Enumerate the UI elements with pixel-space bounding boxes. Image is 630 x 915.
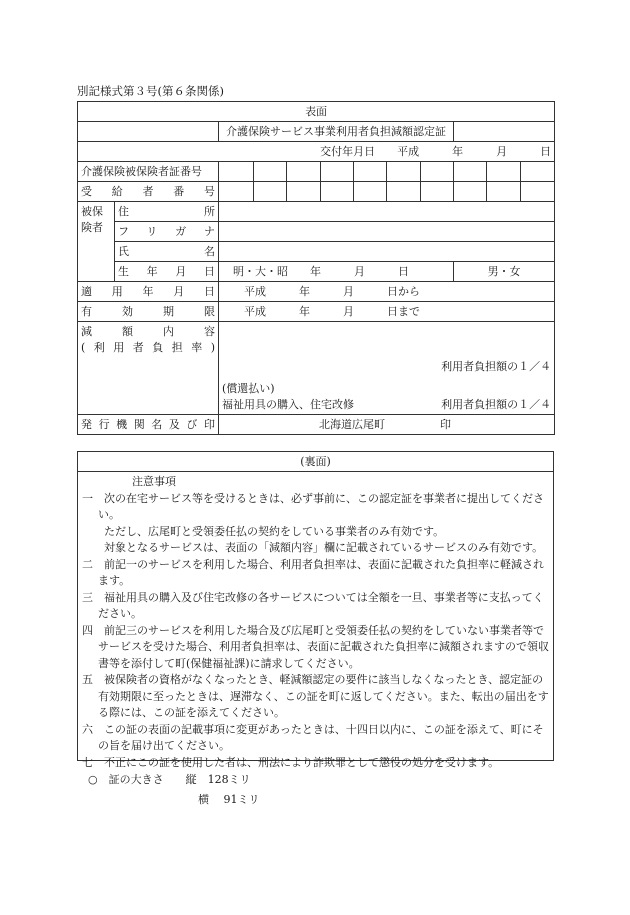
- width-value: 91ミリ: [223, 793, 260, 806]
- birthdate-eras: 明・大・昭: [233, 265, 288, 278]
- note-item: [82, 672, 549, 722]
- front-side-label: 表面: [78, 102, 555, 122]
- note-number: 三: [82, 590, 93, 604]
- reduction-rate-2: 利用者負担額の１／４: [441, 398, 552, 411]
- valid-era: 平成: [244, 305, 266, 318]
- apply-era: 平成: [244, 285, 266, 298]
- birth-year: 年: [310, 265, 321, 278]
- notes-body: [78, 472, 553, 773]
- birth-day: 日: [398, 265, 409, 278]
- apply-month: 月: [343, 285, 354, 298]
- note-item: [82, 557, 549, 590]
- note-number: 四: [82, 623, 93, 637]
- apply-day: 日から: [387, 285, 420, 298]
- apply-date-label: 適用年月日: [78, 282, 219, 302]
- birthdate-label: 生年月日: [115, 262, 219, 282]
- valid-until-label: 有効期限: [78, 302, 219, 322]
- digit-box: [521, 162, 555, 182]
- digit-box: [454, 182, 487, 202]
- note-text: 次の在宅サービス等を受けるときは、必ず事前に、この認定証を事業者に提出してください。: [98, 491, 544, 521]
- burden-rate-label: (利用者負担率): [81, 341, 215, 354]
- recipient-number-label: 受給者番号: [78, 182, 219, 202]
- note-number: 二: [82, 557, 93, 571]
- issuer-name: 北海道広尾町: [319, 418, 385, 431]
- digit-box: [321, 162, 354, 182]
- back-side-label: (裏面): [78, 452, 553, 472]
- digit-box: [321, 182, 354, 202]
- issue-year: 年: [452, 145, 464, 158]
- bullet-icon: ○: [88, 773, 98, 786]
- note-number: 五: [82, 673, 93, 686]
- note-subitem: 対象となるサービスは、表面の「減額内容」欄に記載されているサービスのみ有効です。: [104, 541, 544, 554]
- welfare-equipment-label: 福祉用具の購入、住宅改修: [222, 398, 354, 411]
- note-text: 福祉用具の購入及び住宅改修の各サービスについては全額を一旦、事業者等に支払ってください。: [98, 590, 544, 620]
- name-field: [219, 242, 555, 262]
- front-side-form: [77, 101, 555, 435]
- note-text: 被保険者の資格がなくなったとき、軽減額認定の要件に該当しなくなったとき、認定証の有効期限に至ったときは、遅滞なく、この証を町に返してください。また、転出の届出をする際には、この証を添えてください。: [98, 673, 549, 719]
- digit-box: [254, 162, 287, 182]
- furigana-label: フリガナ: [115, 222, 219, 242]
- digit-box: [354, 162, 387, 182]
- note-text: 前記一のサービスを利用した場合、利用者負担率は、表面に記載された負担率に軽減されます。: [98, 557, 544, 587]
- note-subitem: ただし、広尾町と受領委任払の契約をしている事業者のみ有効です。: [104, 524, 445, 538]
- apply-year: 年: [299, 285, 310, 298]
- reduction-label-cell: [78, 322, 219, 415]
- title-blank: [78, 122, 219, 142]
- note-number: 六: [82, 722, 93, 736]
- sex-field: 男・女: [454, 262, 555, 282]
- note-number: 七: [82, 755, 93, 769]
- digit-box: [387, 182, 421, 202]
- note-number: 一: [82, 491, 93, 505]
- digit-box: [487, 162, 521, 182]
- note-text: 前記三のサービスを利用した場合及び広尾町と受領委任払の契約をしていない事業者等でサービスを受けた場合、利用者負担率は、表面に記載された負担率に減額されますので領収書等を添付して町(保健福祉課)に請求してください。: [98, 623, 549, 670]
- issue-date-label: 交付年月日: [320, 145, 376, 158]
- digit-box: [421, 182, 454, 202]
- issuer-field: [219, 415, 555, 435]
- digit-box: [387, 162, 421, 182]
- address-label: 住所: [115, 202, 219, 222]
- digit-box: [521, 182, 555, 202]
- title-blank-right: [454, 122, 555, 142]
- size-note-height-line: [88, 770, 260, 790]
- name-label: 氏名: [115, 242, 219, 262]
- digit-box: [287, 182, 321, 202]
- digit-box: [487, 182, 521, 202]
- birthdate-field: [219, 262, 454, 282]
- form-number-label: 別記様式第３号(第６条関係): [77, 84, 224, 98]
- note-item: [82, 623, 549, 673]
- digit-box: [219, 162, 254, 182]
- issue-day: 日: [540, 145, 552, 158]
- note-item: [82, 755, 549, 772]
- height-label: 縦: [185, 773, 197, 786]
- issuer-label: 発行機関名及び印: [78, 415, 219, 435]
- note-item: [82, 590, 549, 623]
- valid-month: 月: [343, 305, 354, 318]
- width-label: 横: [198, 793, 209, 806]
- birth-month: 月: [354, 265, 365, 278]
- note-text: 不正にこの証を使用した者は、刑法により詐欺罪として懲役の処分を受けます。: [104, 755, 500, 769]
- insured-label: 被保険者: [78, 202, 115, 282]
- valid-until-field: [219, 302, 555, 322]
- note-item: [82, 722, 549, 755]
- size-label: 証の大きさ: [108, 773, 164, 786]
- reimbursement-label: (償還払い): [222, 382, 275, 395]
- note-item: [82, 491, 549, 524]
- issue-date-row: [78, 142, 555, 162]
- digit-box: [421, 162, 454, 182]
- digit-box: [354, 182, 387, 202]
- valid-day: 日まで: [387, 305, 420, 318]
- size-note-width-line: [88, 790, 260, 810]
- issuer-seal: 印: [440, 418, 451, 431]
- issue-date-era: 平成: [397, 145, 420, 158]
- notes-title: 注意事項: [132, 475, 176, 488]
- digit-box: [287, 162, 321, 182]
- reduction-rate-1: 利用者負担額の１／４: [441, 360, 552, 373]
- digit-box: [254, 182, 287, 202]
- valid-year: 年: [299, 305, 310, 318]
- certificate-title: 介護保険サービス事業利用者負担減額認定証: [219, 122, 454, 142]
- reduction-label: 減額内容: [81, 325, 215, 338]
- height-value: 128ミリ: [207, 773, 251, 786]
- note-text: この証の表面の記載事項に変更があったときは、十四日以内に、この証を添えて、町にその旨を届け出てください。: [98, 722, 544, 752]
- size-note: [88, 770, 260, 810]
- apply-date-field: [219, 282, 555, 302]
- address-field: [219, 202, 555, 222]
- back-side-box: [77, 451, 554, 769]
- reduction-content: [219, 322, 555, 415]
- furigana-field: [219, 222, 555, 242]
- insured-number-label: 介護保険被保険者証番号: [78, 162, 219, 182]
- digit-box: [454, 162, 487, 182]
- digit-box: [219, 182, 254, 202]
- issue-month: 月: [496, 145, 508, 158]
